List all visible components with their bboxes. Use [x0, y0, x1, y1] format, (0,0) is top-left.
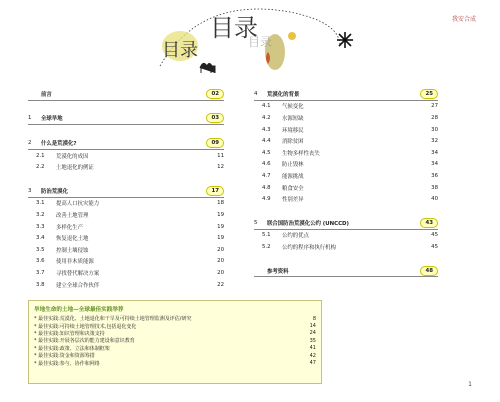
best-practice-row[interactable] [34, 322, 316, 329]
toc-page [418, 244, 438, 250]
best-practice-row[interactable] [34, 315, 316, 322]
toc-page [418, 127, 438, 133]
toc-gap [254, 205, 438, 211]
toc-page [204, 164, 224, 170]
toc-section-row[interactable] [28, 209, 224, 221]
toc-page [418, 232, 438, 238]
toc-page-badge: 19 [217, 211, 224, 218]
best-practice-row[interactable] [34, 352, 316, 359]
toc-title: 防止毁林 [282, 162, 304, 169]
toc-number: 3.7 [36, 269, 45, 276]
toc-page [418, 185, 438, 191]
toc-number: 4 [254, 90, 258, 97]
toc-page-badge: 19 [217, 235, 224, 242]
toc-page-badge: 09 [206, 138, 224, 148]
toc-section-row[interactable] [254, 147, 438, 159]
toc-page [418, 103, 438, 109]
toc-number: 2 [28, 139, 32, 146]
best-practice-text: * 最佳实践:参与、协作和网络 [34, 360, 100, 367]
toc-page-badge: 28 [431, 114, 438, 121]
toc-gap [28, 173, 224, 179]
toc-title: 使用非木质能源 [56, 259, 94, 266]
toc-page [204, 270, 224, 276]
toc-title: 粮食安全 [282, 185, 304, 192]
toc-page-badge: 43 [420, 218, 438, 228]
toc-number: 4.8 [262, 184, 271, 191]
best-practice-page: 42 [309, 352, 316, 359]
asterisk-icon [337, 32, 353, 48]
toc-section-row[interactable] [254, 135, 438, 147]
toc-section-row[interactable] [28, 221, 224, 233]
best-practice-row[interactable] [34, 337, 316, 344]
best-practice-text: * 最佳实践:荒漠化、土地退化和干旱及可持续土地管理监测及评估/研究 [34, 316, 192, 323]
toc-page-badge: 45 [431, 232, 438, 239]
toc-number: 4.4 [262, 138, 271, 145]
best-practice-page: 24 [309, 330, 316, 337]
toc-left-column [28, 82, 224, 290]
toc-page-badge: 18 [217, 200, 224, 207]
toc-right-column [254, 82, 438, 277]
best-practice-box [28, 300, 322, 384]
toc-chapter-row[interactable] [28, 88, 224, 101]
toc-page-badge: 02 [206, 89, 224, 99]
toc-page-badge: 34 [431, 161, 438, 168]
toc-page-badge: 45 [431, 243, 438, 250]
toc-section-row[interactable] [254, 230, 438, 242]
best-practice-page: 35 [309, 337, 316, 344]
toc-page-badge: 32 [431, 138, 438, 145]
toc-number: 3.4 [36, 235, 45, 242]
toc-page [204, 138, 224, 148]
toc-number: 1 [28, 115, 32, 122]
toc-number: 3.3 [36, 223, 45, 230]
toc-title: 寻找替代解决方案 [56, 270, 100, 277]
toc-chapter-row[interactable] [28, 113, 224, 126]
toc-title: 环境移民 [282, 127, 304, 134]
toc-page [418, 173, 438, 179]
sun-icon [288, 32, 296, 40]
toc-title: 水源短缺 [282, 115, 304, 122]
toc-title: 荒漠化的背景 [267, 91, 300, 98]
toc-title: 气候变化 [282, 104, 304, 111]
toc-number: 2.1 [36, 152, 45, 159]
toc-title: 生物多样性丧失 [282, 150, 320, 157]
toc-chapter-row[interactable] [254, 217, 438, 230]
toc-title: 公约的程序和执行机构 [282, 244, 336, 251]
toc-page-badge: 17 [206, 186, 224, 196]
toc-page-badge: 19 [217, 223, 224, 230]
toc-number: 2.2 [36, 164, 45, 171]
toc-page-badge: 25 [420, 89, 438, 99]
toc-page-badge: 40 [431, 196, 438, 203]
toc-title: 提高人口抗灾能力 [56, 201, 100, 208]
toc-page [418, 266, 438, 276]
best-practice-row[interactable] [34, 359, 316, 366]
best-practice-row[interactable] [34, 345, 316, 352]
toc-page-badge: 48 [420, 266, 438, 276]
camel-icon [200, 63, 215, 73]
toc-page [204, 235, 224, 241]
toc-number: 4.9 [262, 196, 271, 203]
toc-page-badge: 34 [431, 149, 438, 156]
toc-page-badge: 30 [431, 126, 438, 133]
toc-number: 5.1 [262, 232, 271, 239]
toc-gap [254, 253, 438, 259]
toc-title: 荒漠化的成因 [56, 153, 89, 160]
toc-number: 3.8 [36, 281, 45, 288]
best-practice-list [34, 315, 316, 367]
best-practice-page: 47 [309, 360, 316, 367]
toc-chapter-row[interactable] [28, 185, 224, 198]
toc-number: 3.5 [36, 246, 45, 253]
toc-title: 全球旱地 [41, 116, 63, 123]
toc-section-row[interactable] [28, 279, 224, 291]
toc-title: 参考资料 [267, 268, 289, 275]
toc-number: 5.2 [262, 243, 271, 250]
toc-title: 恢复退化土地 [56, 236, 89, 243]
toc-page-badge: 20 [217, 269, 224, 276]
toc-page [418, 161, 438, 167]
toc-section-row[interactable] [254, 124, 438, 136]
toc-page [204, 113, 224, 123]
toc-section-row[interactable] [28, 256, 224, 268]
toc-title: 联合国防治荒漠化公约 (UNCCD) [267, 220, 349, 227]
toc-title: 什么是荒漠化? [41, 140, 77, 147]
toc-number: 3 [28, 187, 32, 194]
toc-page-badge: 27 [431, 103, 438, 110]
best-practice-title: 旱地生命的土地—全球最佳实践举荐 [34, 307, 124, 313]
logo-title-big: 目录 [210, 14, 258, 42]
toc-title: 消除贫困 [282, 139, 304, 146]
toc-page [418, 218, 438, 228]
toc-number: 4.5 [262, 149, 271, 156]
toc-page-badge: 36 [431, 172, 438, 179]
toc-section-row[interactable] [254, 241, 438, 253]
toc-page [204, 224, 224, 230]
toc-number: 4.7 [262, 172, 271, 179]
best-practice-text: * 最佳实践:知识管理和决策支持 [34, 330, 105, 337]
toc-section-row[interactable] [28, 267, 224, 279]
toc-section-row[interactable] [28, 150, 224, 162]
toc-title: 能源挑战 [282, 173, 304, 180]
toc-number: 3.2 [36, 211, 45, 218]
toc-page-badge: 12 [217, 164, 224, 171]
toc-title: 多样化生产 [56, 224, 83, 231]
logo-title-ghost: 目录 [248, 35, 273, 49]
toc-section-row[interactable] [254, 112, 438, 124]
toc-title: 控制土壤侵蚀 [56, 247, 89, 254]
toc-logo [140, 6, 380, 76]
toc-gap [28, 125, 224, 131]
toc-page [418, 115, 438, 121]
toc-page [204, 186, 224, 196]
toc-section-row[interactable] [254, 170, 438, 182]
toc-chapter-row[interactable] [254, 88, 438, 101]
toc-number: 4.3 [262, 126, 271, 133]
toc-page [204, 247, 224, 253]
toc-number: 4.1 [262, 103, 271, 110]
best-practice-page: 41 [309, 345, 316, 352]
toc-number: 5 [254, 219, 258, 226]
best-practice-text: * 最佳实践:开展各层次的能力建设和意识教育 [34, 338, 135, 345]
toc-number: 3.6 [36, 258, 45, 265]
toc-section-row[interactable] [254, 193, 438, 205]
toc-page [204, 282, 224, 288]
best-practice-text: * 最佳实践:资金和资源筹措 [34, 353, 95, 360]
toc-section-row[interactable] [28, 161, 224, 173]
best-practice-text: * 最佳实践:政策、立法和体制框架 [34, 345, 110, 352]
best-practice-page: 14 [309, 323, 316, 330]
toc-section-row[interactable] [28, 244, 224, 256]
toc-section-row[interactable] [28, 198, 224, 210]
toc-page-badge: 20 [217, 246, 224, 253]
toc-chapter-row[interactable] [28, 137, 224, 150]
toc-number: 4.2 [262, 114, 271, 121]
toc-section-row[interactable] [28, 232, 224, 244]
best-practice-text: * 最佳实践:可持续土地管理技术,包括退化变化 [34, 323, 137, 330]
toc-number: 4.6 [262, 161, 271, 168]
toc-title: 改善土地管理 [56, 212, 89, 219]
toc-page [204, 153, 224, 159]
header-corner-text: 我安合成 [451, 16, 476, 23]
toc-page-badge: 38 [431, 184, 438, 191]
toc-gap [28, 101, 224, 107]
toc-page [204, 258, 224, 264]
toc-title: 建立全球合作伙伴 [56, 282, 100, 289]
toc-title: 防治荒漠化 [41, 188, 68, 195]
toc-page [418, 138, 438, 144]
toc-page [204, 200, 224, 206]
toc-title: 公约的优点 [282, 233, 309, 240]
page-number: 1 [468, 381, 472, 388]
toc-page [418, 196, 438, 202]
toc-section-row[interactable] [254, 101, 438, 113]
toc-page-badge: 11 [217, 152, 224, 159]
toc-title: 土地退化的例证 [56, 165, 94, 172]
toc-page [204, 212, 224, 218]
toc-page [204, 89, 224, 99]
toc-page [418, 89, 438, 99]
toc-page-badge: 22 [217, 281, 224, 288]
logo-title-small: 目录 [162, 40, 198, 61]
toc-title: 前言 [41, 91, 52, 98]
toc-page-badge: 20 [217, 258, 224, 265]
toc-section-row[interactable] [254, 182, 438, 194]
toc-section-row[interactable] [254, 159, 438, 171]
toc-page-badge: 03 [206, 113, 224, 123]
toc-chapter-row[interactable] [254, 265, 438, 278]
toc-number: 3.1 [36, 200, 45, 207]
toc-title: 性别差异 [282, 197, 304, 204]
toc-page [418, 150, 438, 156]
best-practice-row[interactable] [34, 330, 316, 337]
best-practice-page: 8 [312, 315, 316, 322]
